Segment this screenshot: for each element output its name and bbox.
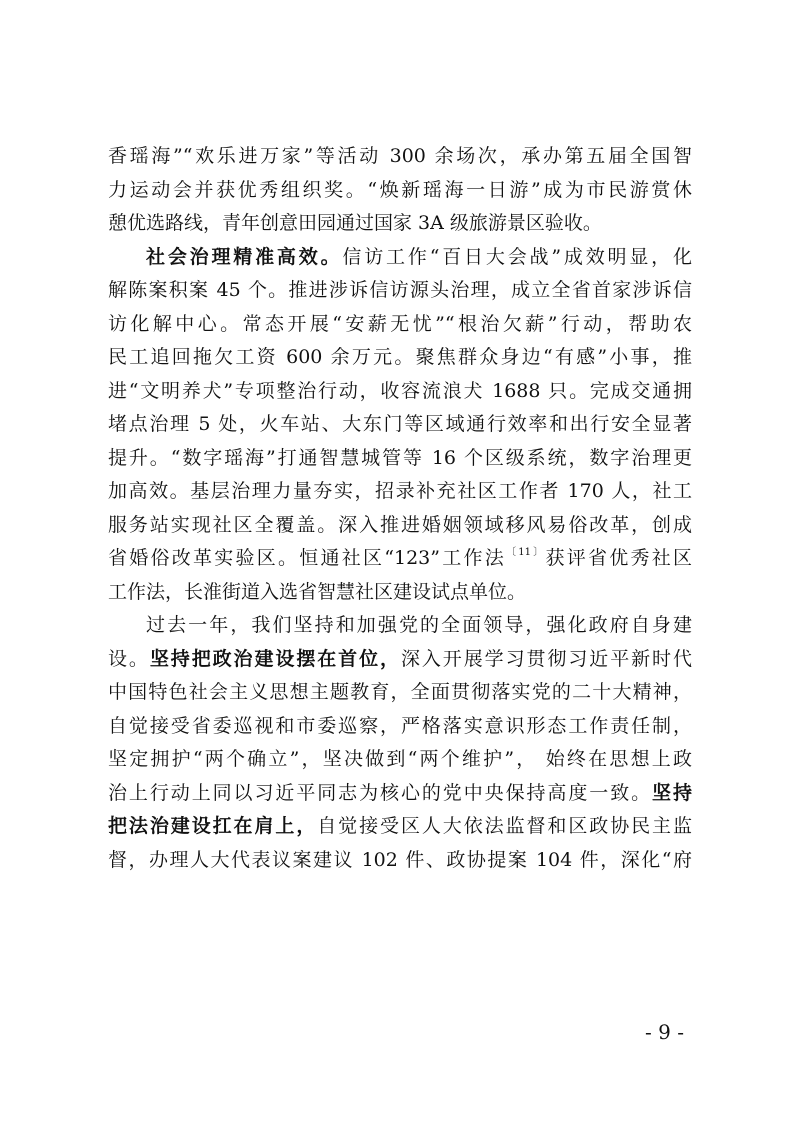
text-line bbox=[108, 844, 692, 878]
text-line bbox=[108, 710, 692, 744]
text-line bbox=[108, 475, 692, 509]
text-span: 服务站实现社区全覆盖。深入推进婚姻领域移风易俗改革，创成 bbox=[108, 513, 692, 536]
text-line bbox=[108, 810, 692, 844]
text-span: 中国特色社会主义思想主题教育，全面贯彻落实党的二十大精神， bbox=[108, 681, 692, 703]
text-line bbox=[108, 174, 692, 208]
text-span: 坚定拥护“两个确立”，坚决做到“两个维护”， 始终在思想上政 bbox=[108, 748, 692, 770]
text-span: 加高效。基层治理力量夯实，招录补充社区工作者 170 人，社工 bbox=[108, 480, 692, 502]
text-span: 憩优选路线，青年创意田园通过国家 3A 级旅游景区验收。 bbox=[108, 212, 602, 234]
text-line bbox=[108, 408, 692, 442]
text-span: 信访工作“百日大会战”成效明显，化 bbox=[342, 245, 692, 268]
text-line bbox=[108, 542, 692, 576]
page-number: - 9 - bbox=[645, 1020, 684, 1044]
text-span: 省婚俗改革实验区。恒通社区“123”工作法 bbox=[108, 547, 506, 569]
text-span: 自觉接受省委巡视和市委巡察，严格落实意识形态工作责任制， bbox=[108, 714, 692, 737]
text-line bbox=[108, 609, 692, 643]
text-span: 提升。“数字瑶海”打通智慧城管等 16 个区级系统，数字治理更 bbox=[108, 446, 692, 469]
text-span: 深入开展学习贯彻习近平新时代 bbox=[400, 647, 692, 670]
text-span: 民工追回拖欠工资 600 余万元。聚焦群众身边“有感”小事，推 bbox=[108, 346, 692, 368]
text-line bbox=[108, 743, 692, 777]
text-span: 访化解中心。常态开展“安薪无忧”“根治欠薪”行动，帮助农 bbox=[108, 312, 692, 335]
text-line bbox=[108, 140, 692, 174]
footnote-marker: 〔11〕 bbox=[505, 547, 546, 558]
text-span: 进“文明养犬”专项整治行动，收容流浪犬 1688 只。完成交通拥 bbox=[108, 379, 692, 402]
text-line bbox=[108, 375, 692, 409]
text-span: 治上行动上同以习近平同志为核心的党中央保持高度一致。 bbox=[108, 781, 653, 804]
text-span: 督，办理人大代表议案建议 102 件、政协提案 104 件，深化“府 bbox=[108, 848, 692, 871]
text-line bbox=[108, 341, 692, 375]
text-line bbox=[108, 274, 692, 308]
text-span: 自觉接受区人大依法监督和区政协民主监 bbox=[317, 815, 692, 837]
text-line bbox=[108, 643, 692, 677]
text-span: 香瑶海”“欢乐进万家”等活动 300 余场次，承办第五届全国智 bbox=[108, 145, 692, 167]
text-span: 解陈案积案 45 个。推进涉诉信访源头治理，成立全省首家涉诉信 bbox=[108, 279, 692, 301]
bold-phrase: 坚持 bbox=[652, 781, 692, 804]
bold-phrase: 把法治建设扛在肩上， bbox=[108, 815, 318, 837]
text-line bbox=[108, 777, 692, 811]
body-text bbox=[108, 140, 692, 877]
bold-phrase: 社会治理精准高效。 bbox=[146, 245, 343, 268]
text-line bbox=[108, 442, 692, 476]
text-line bbox=[108, 207, 692, 241]
bold-phrase: 坚持把政治建设摆在首位， bbox=[149, 647, 401, 670]
text-span: 获评省优秀社区 bbox=[545, 547, 692, 569]
text-span: 设。 bbox=[108, 647, 150, 670]
text-line bbox=[108, 241, 692, 275]
text-span: 力运动会并获优秀组织奖。“焕新瑶海一日游”成为市民游赏休 bbox=[108, 178, 692, 201]
text-span: 过去一年，我们坚持和加强党的全面领导，强化政府自身建 bbox=[146, 614, 692, 636]
text-span: 堵点治理 5 处，火车站、大东门等区域通行效率和出行安全显著 bbox=[108, 413, 692, 435]
text-line bbox=[108, 308, 692, 342]
text-line bbox=[108, 576, 692, 610]
text-line bbox=[108, 509, 692, 543]
text-span: 工作法，长淮街道入选省智慧社区建设试点单位。 bbox=[108, 580, 527, 603]
text-line bbox=[108, 676, 692, 710]
